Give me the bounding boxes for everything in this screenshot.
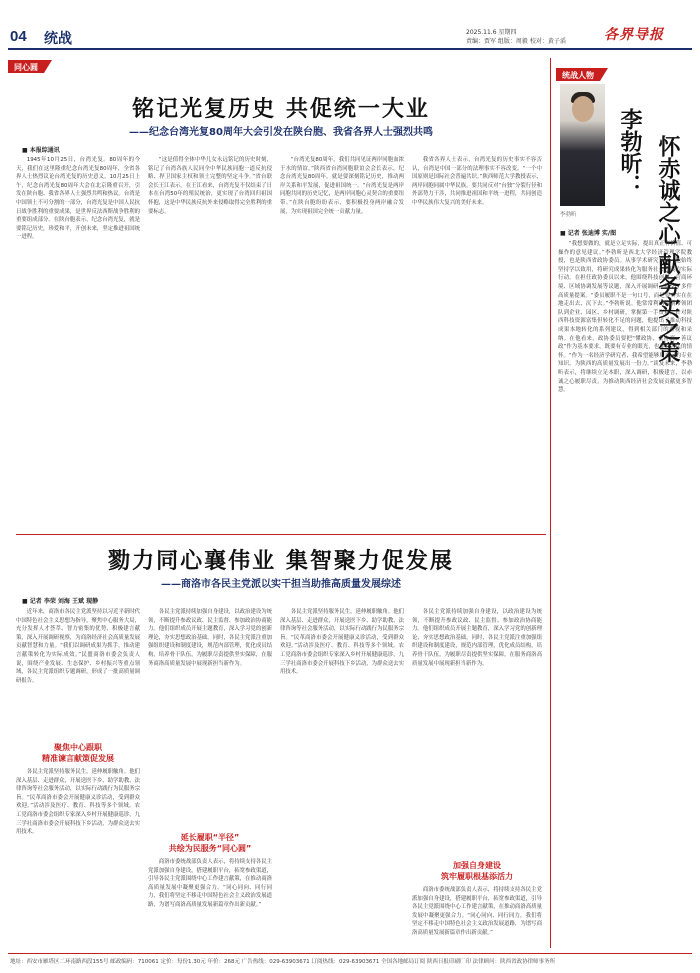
article1-column-2: “这是值得全体中华儿女永远铭记的历史时刻，铭记了台湾各族人民同全中华民族同胞一道反抗侵略、捍卫国家主权和领土完整的坚定斗争。”省台联会长王江表示。在王江看来，台湾光复不仅结束了日本在台湾50年的殖民统治，更实现了台湾回归祖国怀抱，这是中华民族反抗外来侵略取得完全胜利的重要标志。 bbox=[148, 157, 272, 215]
header-rule bbox=[8, 48, 692, 50]
sidebar-headline-name: 李勃昕： bbox=[617, 108, 643, 196]
page-number: 04 bbox=[10, 28, 27, 45]
sidebar-body: “我想要做的，就是立足实际，提出真正有价值、可操作的意见建议。”李勃昕是西北大学经济管理学院教授，也是陕西省政协委员。从事学术研究多年，他始终坚持学以致用，将研究成果转化为服务社会发展的实际行动。在担任政协委员以来，他围绕科技创新、营商环境、区域协调发展等议题，深入开展调研，提交了多件高质量提案。“委员履职不是一句口号，而是要实实在在地走出去、沉下去。”李勃昕说。他常常利用假期带领团队到企业、园区、乡村调研，掌握第一手资料。针对陕西科技资源富集但转化不足的问题，他提出了推动科技成果本地转化的系列建议，得到相关部门的重视和采纳。在他看来，政协委员要把“懂政协、会协商、善议政”作为基本要求，既要有专业的眼光，也要有为民的情怀。“作为一名经济学研究者，我希望能够用自己的专业知识，为陕西的高质量发展出一份力。”谈及未来，李勃昕表示，将继续立足本职，深入调研，积极建言，以赤诚之心履职尽责，为推动陕西经济社会发展贡献更多智慧。 bbox=[558, 241, 692, 394]
article2-column-1: 近年来，商洛市各民主党派坚持以习近平新时代中国特色社会主义思想为指导，聚焦中心服务大局，充分发挥人才荟萃、智力密集的优势，积极建言献策，深入开展调研视察，为商洛经济社会高质量发展贡献智慧和力量。“我们以调研成果为抓手，推动建言献策转化为实际成效。”民盟商洛市委会负责人说，围绕产业发展、生态保护、乡村振兴等重点领域，各民主党派组织专题调研，形成了一批高质量调研报告。 bbox=[16, 609, 140, 684]
article2-column-4b: 商洛市委统战部负责人表示，将持续支持各民主党派加强自身建设，搭建履职平台，拓宽参政渠道，引导各民主党派围绕中心工作建言献策，在推动商洛高质量发展中凝聚更强合力。“同心同向、同行同力，我们将坚定不移走中国特色社会主义政治发展道路，为谱写商洛高质量发展新篇章作出新贡献。” bbox=[412, 887, 542, 936]
photo-caption: 李勃昕 bbox=[560, 212, 577, 218]
sidebar-byline: ■ 记者 张迪博 实/图 bbox=[560, 230, 617, 237]
article2-column-2: 各民主党派持续加强自身建设，以政治建设为统领，不断提升参政议政、民主监督、参加政治协商能力。他们组织成员开展主题教育，深入学习党的创新理论，夯实思想政治基础。同时，各民主党派注重加强组织建设和制度建设，规范内部管理，优化成员结构，培养骨干队伍，为履职尽责提供坚实保障，在服务商洛高质量发展中展现新担当新作为。 bbox=[148, 609, 272, 667]
article2-subhead-1: 聚焦中心跟职 精准谏言献策促发展 bbox=[42, 743, 114, 763]
section-tag-tongzhan-renwu: 统战人物 bbox=[556, 68, 600, 81]
portrait-face bbox=[572, 96, 594, 122]
editors-line: 责编：贾军 组版：周毅 校对：黄子滔 bbox=[466, 38, 566, 45]
article-separator bbox=[16, 534, 546, 535]
article1-column-4: 我省各界人士表示，台湾光复的历史事实不容否认，台湾是中国一部分的法理事实不容改变。“一个中国原则是国际社会普遍共识。”陕西师范大学教授表示，两岸同胞同属中华民族，要共同反对“台独”分裂行径和外部势力干涉，共同推进祖国和平统一进程，共同创造中华民族伟大复兴的美好未来。 bbox=[412, 157, 542, 206]
issue-date: 2025.11.6 星期四 bbox=[466, 29, 517, 36]
article1-title: 铭记光复历史 共促统一大业 bbox=[132, 96, 430, 122]
newspaper-logo: 各界导报 bbox=[604, 27, 664, 43]
article2-byline: ■ 记者 李荣 刘海 王斌 现静 bbox=[22, 598, 99, 605]
footer-rule bbox=[8, 953, 692, 954]
sidebar-headline-quote: 怀赤诚之心 献务实之策 bbox=[655, 135, 681, 363]
article1-column-1: 1945年10月25日，台湾光复。80周年的今天，我们在这里隆重纪念台湾光复80周年，全省各界人士热烈议论台湾光复的历史意义。10月25日上午，纪念台湾光复80周年大会在北京隆重召开，引发在陕台胞、我省各界人士强烈共鸣和热议。台湾是中国领土不可分割的一部分，台湾光复是中国人民抗日战争胜利的重要成果，是世界反法西斯战争胜利的重要组成部分。在陕台胞表示，纪念台湾光复，就是要铭记历史，珍爱和平，开创未来，坚定推进祖国统一进程。 bbox=[16, 157, 140, 241]
article1-byline: ■ 本报综通讯 bbox=[22, 147, 60, 154]
article1-column-3: “台湾光复80周年，我们共同见证两岸同胞血浓于水的情谊。”陕西省台湾同胞联谊会会长表示，纪念台湾光复80周年，就是要深刻铭记历史，推动两岸关系和平发展，促进祖国统一。“台湾光复是两岸同胞共同的历史记忆，是两岸同胞心灵契合的重要纽带。”在陕台胞纷纷表示，要积极投身两岸融合发展，为实现祖国完全统一贡献力量。 bbox=[280, 157, 404, 215]
section-name: 统战 bbox=[44, 31, 72, 47]
article2-column-1b: 各民主党派坚持服务民生，延伸履职触角。他们深入基层、走进群众，开展送医下乡、助学助教、法律咨询等社会服务活动，以实际行动践行为民服务宗旨。“民革商洛市委会开展健康义诊活动，受到群众欢迎。”活动涉及医疗、教育、科技等多个领域。农工党商洛市委会组织专家深入乡村开展健康巡诊，九三学社商洛市委会开展科技下乡活动，为群众送去实用技术。 bbox=[16, 769, 140, 836]
article2-column-4: 各民主党派持续加强自身建设，以政治建设为统领，不断提升参政议政、民主监督、参加政治协商能力。他们组织成员开展主题教育，深入学习党的创新理论，夯实思想政治基础。同时，各民主党派注重加强组织建设和制度建设，规范内部管理，优化成员结构，培养骨干队伍，为履职尽责提供坚实保障，在服务商洛高质量发展中展现新担当新作为。 bbox=[412, 609, 542, 667]
article2-subtitle: ——商洛市各民主党派以实干担当助推高质量发展综述 bbox=[161, 579, 401, 590]
article2-title: 勠力同心襄伟业 集智聚力促发展 bbox=[108, 548, 454, 574]
column-divider bbox=[550, 58, 551, 948]
article2-subhead-2: 延长履职“半径” 共绘为民服务“同心圆” bbox=[168, 833, 252, 853]
article2-column-3: 各民主党派坚持服务民生，延伸履职触角。他们深入基层、走进群众，开展送医下乡、助学助教、法律咨询等社会服务活动，以实际行动践行为民服务宗旨。“民革商洛市委会开展健康义诊活动，受到群众欢迎。”活动涉及医疗、教育、科技等多个领域。农工党商洛市委会组织专家深入乡村开展健康巡诊，九三学社商洛市委会开展科技下乡活动，为群众送去实用技术。 bbox=[280, 609, 404, 676]
article2-column-2b: 商洛市委统战部负责人表示，将持续支持各民主党派加强自身建设，搭建履职平台，拓宽参政渠道，引导各民主党派围绕中心工作建言献策，在推动商洛高质量发展中凝聚更强合力。“同心同向、同行同力，我们将坚定不移走中国特色社会主义政治发展道路，为谱写商洛高质量发展新篇章作出新贡献。” bbox=[148, 859, 272, 908]
article1-subtitle: ——纪念台湾光复80周年大会引发在陕台胞、我省各界人士强烈共鸣 bbox=[129, 127, 433, 138]
section-tag-tongxinyuan: 同心圆 bbox=[8, 60, 44, 73]
article2-subhead-3: 加强自身建设 筑牢履职根基添活力 bbox=[441, 861, 513, 881]
footer-info: 地址：西安市雁塔区二环南路西段155号 邮政编码：710061 定价：每份1.30元 年价：268元 广告热线：029-63903671 订阅热线：029-63903671 全国各地邮局订阅 陕西日报印刷厂印 法律顾问：陕西省政协律师事务所 bbox=[10, 959, 556, 965]
